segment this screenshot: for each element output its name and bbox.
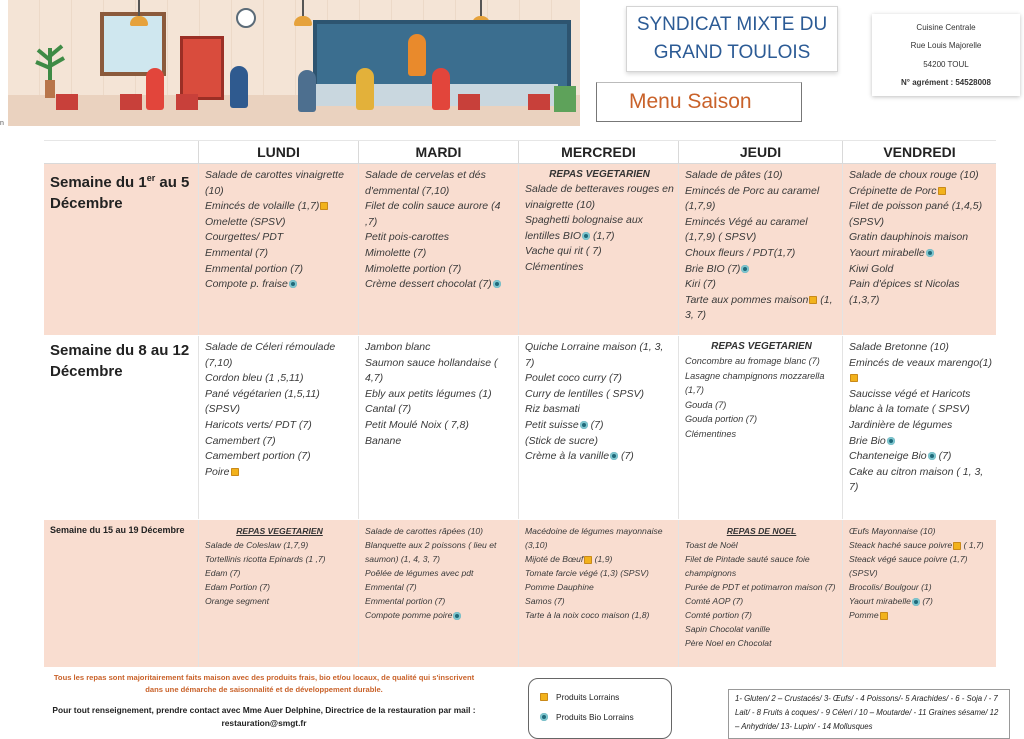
dish-name: Haricots verts/ PDT (7): [205, 418, 312, 431]
dish-name: Clémentines: [685, 428, 737, 439]
dish-name: Spaghetti bolognaise aux lentilles BIO: [525, 214, 643, 242]
dish-allergens: (1,7): [590, 229, 615, 242]
legend-item: [539, 687, 671, 707]
day-header: MARDI: [358, 141, 518, 163]
lorrain-product-icon: [231, 468, 239, 476]
dish-item: [365, 168, 514, 199]
dish-allergens: (7): [618, 450, 634, 463]
dish-item: [365, 538, 514, 566]
dish-item: [849, 230, 992, 246]
day-menu-cell: [518, 164, 678, 335]
week-title-text: Semaine du 8 au 12 Décembre: [50, 342, 190, 380]
dish-name: Tomate farcie végé (1,3) (SPSV): [525, 568, 649, 578]
dish-item: [685, 552, 838, 580]
address-line: Cuisine Centrale: [916, 22, 976, 32]
bio-product-icon: [582, 232, 590, 240]
dish-name: Salade de betteraves rouges en vinaigrette (10): [525, 183, 674, 211]
dish-name: Crème dessert chocolat (7): [365, 278, 492, 291]
week-title-text: Semaine du 1: [50, 174, 147, 191]
dish-name: Emmental (7): [365, 582, 417, 592]
dish-name: Samos (7): [525, 596, 565, 606]
dish-name: Poire: [205, 465, 230, 478]
dish-item: [365, 199, 514, 230]
dish-item: [205, 538, 354, 552]
dish-item: [205, 246, 354, 262]
dish-item: [525, 566, 674, 580]
bio-product-icon: [580, 421, 588, 429]
dish-item: [685, 246, 838, 262]
chair-illustration: [176, 94, 198, 110]
dish-name: Crème à la vanille: [525, 450, 610, 463]
dish-item: [849, 277, 992, 308]
chair-illustration: [56, 94, 78, 110]
dish-name: Comté AOP (7): [685, 596, 744, 606]
dish-item: [365, 402, 514, 418]
dish-name: Chanteneige Bio: [849, 450, 927, 463]
dish-item: [849, 465, 992, 496]
dish-name: Quiche Lorraine maison (1, 3, 7): [525, 341, 664, 369]
dish-item: [849, 340, 992, 356]
dish-item: [205, 566, 354, 580]
day-menu-cell: [198, 164, 358, 335]
dish-item: [205, 449, 354, 465]
menu-title: Menu Saison: [629, 90, 752, 113]
day-menu-cell: [358, 164, 518, 335]
week-title-sup: er: [146, 173, 156, 183]
dish-name: Emincés de veaux marengo(1): [849, 356, 992, 369]
dish-name: Tarte à la noix coco maison (1,8): [525, 610, 650, 620]
dish-name: Purée de PDT et potimarron maison (7): [685, 582, 836, 592]
dish-item: [205, 199, 354, 215]
dish-item: [365, 262, 514, 278]
dish-name: Gratin dauphinois maison: [849, 231, 969, 244]
day-menu-cell: [198, 520, 358, 667]
dish-name: Clémentines: [525, 260, 584, 273]
dish-item: [685, 412, 838, 427]
address-line: 54200 TOUL: [923, 59, 969, 69]
week-title-text: Semaine du 15 au 19 Décembre: [50, 525, 185, 535]
child-illustration: [356, 68, 374, 110]
bio-product-icon: [741, 265, 749, 273]
legend-item: [539, 707, 671, 727]
day-menu-cell: [678, 520, 842, 667]
dish-item: [685, 215, 838, 246]
legend: [528, 678, 672, 739]
dish-item: [685, 277, 838, 293]
dish-name: Camembert portion (7): [205, 450, 311, 463]
dish-item: [365, 418, 514, 434]
dish-name: Emincés de Porc au caramel (1,7,9): [685, 184, 820, 213]
dish-item: [365, 524, 514, 538]
dish-item: [205, 277, 354, 293]
dish-name: Pain d'épices st Nicolas (1,3,7): [849, 278, 960, 306]
day-menu-cell: [358, 520, 518, 667]
dish-item: [685, 427, 838, 442]
bio-product-icon: [289, 280, 297, 288]
dish-name: Filet de colin sauce aurore (4 ,7): [365, 200, 501, 228]
title-line-1: SYNDICAT MIXTE DU: [636, 14, 828, 35]
dish-item: [849, 524, 992, 538]
dish-name: Filet de Pintade sauté sauce foie champignons: [685, 554, 810, 578]
dish-item: [685, 369, 838, 398]
dish-item: [365, 277, 514, 293]
plant-icon: [34, 40, 66, 98]
dish-item: [525, 182, 674, 213]
dish-item: [849, 538, 992, 552]
day-header: MERCREDI: [518, 141, 678, 163]
dish-name: Ebly aux petits légumes (1): [365, 387, 492, 400]
lorrain-product-icon: [938, 187, 946, 195]
dish-item: [525, 580, 674, 594]
day-header: VENDREDI: [842, 141, 996, 163]
dish-item: [849, 168, 992, 184]
bio-product-icon: [453, 612, 461, 620]
dish-item: [849, 246, 992, 262]
dish-item: [525, 608, 674, 622]
dish-name: Cantal (7): [365, 403, 412, 416]
dish-item: [365, 230, 514, 246]
dish-name: Emincés Végé au caramel (1,7,9) ( SPSV): [685, 215, 808, 244]
menu-note: REPAS VEGETARIEN: [711, 341, 812, 352]
dish-item: [525, 244, 674, 260]
dish-name: Pomme: [849, 610, 879, 620]
dish-name: Poêlée de légumes avec pdt: [365, 568, 474, 578]
dish-item: [685, 184, 838, 215]
dish-name: Vache qui rit ( 7): [525, 245, 602, 258]
dish-item: [849, 262, 992, 278]
week-title-cell: [44, 336, 198, 519]
menu-table: [44, 140, 996, 668]
dish-item: [525, 260, 674, 276]
dish-item: [205, 434, 354, 450]
dish-name: Orange segment: [205, 596, 270, 606]
dish-item: [685, 636, 838, 650]
dish-item: [365, 356, 514, 387]
dish-name: Petit suisse: [525, 418, 579, 431]
day-header: JEUDI: [678, 141, 842, 163]
week-title-cell: [44, 520, 198, 667]
legend-label: Produits Bio Lorrains: [556, 712, 634, 722]
dish-item: [365, 434, 514, 450]
dish-item: [365, 566, 514, 580]
menu-note: REPAS VEGETARIEN: [549, 169, 650, 180]
dish-allergens: ( 1,7): [961, 540, 984, 550]
lorrain-product-icon: [850, 374, 858, 382]
dish-name: Mijoté de Bœuf: [525, 554, 584, 564]
dish-item: [205, 371, 354, 387]
homemade-note: Tous les repas sont majoritairement faits maison avec des produits frais, bio et/ou locaux, de qualité qui s'inscrivent dans une démarche de saisonnalité et de développement durable.: [53, 673, 475, 694]
dish-item: [205, 418, 354, 434]
dish-name: Œufs Mayonnaise (10): [849, 526, 936, 536]
day-menu-cell: [358, 336, 518, 519]
day-menu-cell: [518, 336, 678, 519]
dish-name: Salade de Céleri rémoulade (7,10): [205, 341, 336, 369]
approval-number: N° agrément : 54528008: [901, 78, 991, 88]
dish-allergens: (7): [587, 418, 604, 431]
dish-item: [525, 449, 674, 465]
dish-item: [205, 168, 354, 199]
dish-name: Gouda (7): [685, 399, 727, 410]
dish-name: Cordon bleu (1 ,5,11): [205, 372, 304, 385]
dish-item: [205, 340, 354, 371]
dish-name: Jardinière de légumes: [849, 418, 953, 431]
dish-item: [685, 354, 838, 369]
dish-name: Compote pomme poire: [365, 610, 453, 620]
dish-item: [205, 387, 354, 418]
dish-item: [849, 580, 992, 594]
day-menu-cell: [678, 336, 842, 519]
dish-allergens: (7): [935, 450, 952, 463]
bio-product-icon: [493, 280, 501, 288]
bin-illustration: [554, 86, 576, 112]
dish-name: Steack végé sauce poivre (1,7) (SPSV): [849, 554, 968, 578]
dish-name: Salade de pâtes (10): [685, 169, 783, 181]
dish-item: [849, 552, 992, 580]
dish-name: Salade de cervelas et dés d'emmental (7,10): [365, 169, 486, 197]
dish-name: Edam (7): [205, 568, 241, 578]
dish-name: Courgettes/ PDT: [205, 231, 284, 244]
lorrain-product-icon: [953, 542, 961, 550]
dish-item: [365, 387, 514, 403]
dish-name: Tarte aux pommes maison: [685, 293, 809, 306]
dish-name: Père Noel en Chocolat: [685, 638, 772, 648]
dish-name: Tortellinis ricotta Epinards (1 ,7): [205, 554, 326, 564]
child-illustration: [146, 68, 164, 110]
dish-name: Kiri (7): [685, 278, 716, 291]
corner-letter: n: [0, 120, 4, 127]
dish-name: Curry de lentilles ( SPSV): [525, 387, 645, 400]
dish-name: Edam Portion (7): [205, 582, 270, 592]
dish-name: Banane: [365, 434, 402, 447]
chair-illustration: [120, 94, 142, 110]
dish-item: [685, 293, 838, 324]
dish-name: Salade de carottes râpées (10): [365, 526, 483, 536]
lorrain-product-icon: [880, 612, 888, 620]
dish-item: [205, 230, 354, 246]
dish-name: Omelette (SPSV): [205, 215, 286, 228]
dish-item: [365, 594, 514, 608]
dish-name: Mimolette portion (7): [365, 262, 462, 275]
dish-item: [685, 262, 838, 278]
dish-name: Sapin Chocolat vanille: [685, 624, 771, 634]
lamp-icon: [292, 0, 314, 30]
legend-label: Produits Lorrains: [556, 692, 620, 702]
day-menu-cell: [842, 520, 996, 667]
dish-name: Poulet coco curry (7): [525, 372, 622, 385]
dish-name: Cake au citron maison ( 1, 3, 7): [849, 465, 984, 494]
dish-item: [849, 449, 992, 465]
week-row: [44, 164, 996, 336]
bio-product-icon: [887, 437, 895, 445]
bio-product-icon: [926, 249, 934, 257]
dish-allergens: (7): [919, 596, 933, 606]
dish-item: [685, 538, 838, 552]
dish-name: Jambon blanc: [365, 341, 431, 353]
menu-note: REPAS DE NOEL: [726, 526, 797, 536]
dish-name: Compote p. fraise: [205, 278, 288, 291]
day-header-row: [44, 140, 996, 164]
dish-name: Concombre au fromage blanc (7): [685, 356, 820, 366]
dish-item: [525, 213, 674, 244]
dish-item: [525, 524, 674, 552]
dish-name: Brocolis/ Boulgour (1): [849, 582, 932, 592]
dish-name: Crépinette de Porc: [849, 184, 937, 197]
title-line-2: GRAND TOULOIS: [653, 42, 811, 63]
clock-icon: [236, 8, 256, 28]
lorrain-product-icon: [320, 202, 328, 210]
day-menu-cell: [842, 336, 996, 519]
chair-illustration: [528, 94, 550, 110]
dish-name: Emincés de volaille (1,7): [205, 200, 320, 213]
dish-item: [205, 552, 354, 566]
dish-allergens: (1, 3, 7): [685, 293, 833, 322]
dish-name: Brie BIO (7): [685, 262, 741, 275]
dish-name: Pané végétarien (1,5,11) (SPSV): [205, 387, 320, 416]
dish-item: [849, 199, 992, 230]
dish-item: [205, 594, 354, 608]
dish-name: Emmental portion (7): [365, 596, 446, 606]
dish-item: [205, 262, 354, 278]
chair-illustration: [458, 94, 480, 110]
dish-name: Blanquette aux 2 poissons ( lieu et saumon) (1, 4, 3, 7): [365, 540, 497, 564]
dish-item: [205, 215, 354, 231]
dish-name: Macédoine de légumes mayonnaise (3,10): [525, 526, 663, 550]
dish-name: Salade de carottes vinaigrette (10): [205, 169, 344, 197]
dish-item: [685, 594, 838, 608]
dish-item: [849, 184, 992, 200]
week-title: [50, 340, 194, 382]
cafeteria-illustration: [8, 0, 580, 126]
lorrain-product-icon: [540, 693, 548, 701]
dish-name: Kiwi Gold: [849, 262, 894, 275]
dish-name: Toast de Noël: [685, 540, 738, 550]
dish-name: Pomme Dauphine: [525, 582, 594, 592]
dish-item: [525, 434, 674, 450]
lamp-icon: [128, 0, 150, 30]
header-corner: [44, 141, 198, 163]
dish-item: [205, 465, 354, 481]
dish-name: Brie Bio: [849, 434, 886, 447]
dish-name: Riz basmati: [525, 403, 580, 416]
dish-item: [849, 434, 992, 450]
dish-item: [365, 580, 514, 594]
dish-name: (Stick de sucre): [525, 434, 598, 447]
menu-title-box: [596, 82, 802, 122]
dish-item: [525, 402, 674, 418]
dish-item: [205, 580, 354, 594]
dish-name: Comté portion (7): [685, 610, 752, 620]
bio-product-icon: [928, 452, 936, 460]
day-header: LUNDI: [198, 141, 358, 163]
dish-name: Gouda portion (7): [685, 414, 758, 424]
dish-name: Petit Moulé Noix ( 7,8): [365, 418, 469, 431]
dish-item: [365, 246, 514, 262]
dish-item: [525, 552, 674, 566]
address-line: Rue Louis Majorelle: [910, 41, 982, 51]
dish-name: Steack haché sauce poivre: [849, 540, 953, 550]
dish-item: [685, 580, 838, 594]
week-title-text: au 5 Décembre: [50, 174, 190, 212]
dish-item: [525, 418, 674, 434]
organization-title: [626, 6, 838, 72]
dish-name: Saucisse végé et Haricots blanc à la tomate ( SPSV): [849, 387, 971, 416]
week-row: [44, 336, 996, 520]
week-title: [50, 168, 194, 214]
dish-name: Salade de Coleslaw (1,7,9): [205, 540, 309, 550]
dish-name: Emmental portion (7): [205, 262, 304, 275]
dish-item: [849, 418, 992, 434]
dish-name: Filet de poisson pané (1,4,5) (SPSV): [849, 200, 983, 228]
dish-item: [685, 608, 838, 622]
bio-product-icon: [540, 713, 548, 721]
dish-item: [685, 398, 838, 413]
dish-item: [685, 168, 838, 184]
dish-name: Salade Bretonne (10): [849, 341, 949, 353]
day-menu-cell: [518, 520, 678, 667]
dish-item: [849, 608, 992, 622]
dish-item: [525, 371, 674, 387]
dish-name: Choux fleurs / PDT(1,7): [685, 246, 796, 259]
dish-name: Lasagne champignons mozzarella (1,7): [685, 370, 825, 395]
week-row: [44, 520, 996, 668]
dish-item: [365, 608, 514, 622]
dish-item: [849, 387, 992, 418]
child-illustration: [432, 68, 450, 110]
dish-item: [525, 387, 674, 403]
vending-machine-illustration: [180, 36, 224, 100]
week-title: [50, 524, 194, 537]
bio-product-icon: [610, 452, 618, 460]
child-illustration: [230, 66, 248, 108]
day-menu-cell: [198, 336, 358, 519]
day-menu-cell: [842, 164, 996, 335]
dish-name: Yaourt mirabelle: [849, 246, 925, 259]
bio-product-icon: [912, 598, 920, 606]
dish-name: Yaourt mirabelle: [849, 596, 911, 606]
dish-item: [849, 356, 992, 387]
day-menu-cell: [678, 164, 842, 335]
dish-name: Mimolette (7): [365, 246, 427, 259]
menu-note: REPAS VEGETARIEN: [236, 526, 323, 536]
child-illustration: [298, 70, 316, 112]
dish-item: [365, 340, 514, 356]
dish-item: [525, 340, 674, 371]
allergen-list: 1- Gluten/ 2 – Crustacés/ 3- Œufs/ - 4 Poissons/- 5 Arachides/ - 6 - Soja / - 7 Lait/ - 8 Fruits à coques/ - 9 Céleri / 10 – Moutarde/ - 11 Graines sésame/ 12 – Anhydride/ 13- Lupin/ - 14 Mollusques: [728, 689, 1010, 739]
dish-name: Camembert (7): [205, 434, 276, 447]
dish-item: [849, 594, 992, 608]
contact-info: Pour tout renseignement, prendre contact avec Mme Auer Delphine, Directrice de la restauration par mail : restauration@smgt.fr: [52, 705, 476, 728]
cook-illustration: [408, 34, 426, 76]
dish-name: Petit pois-carottes: [365, 231, 450, 244]
dish-name: Emmental (7): [205, 246, 269, 259]
dish-item: [525, 594, 674, 608]
dish-name: Salade de choux rouge (10): [849, 169, 979, 181]
dish-allergens: (1,9): [592, 554, 613, 564]
address-box: [872, 14, 1020, 96]
week-title-cell: [44, 164, 198, 335]
dish-item: [685, 622, 838, 636]
dish-name: Saumon sauce hollandaise ( 4,7): [365, 356, 498, 385]
